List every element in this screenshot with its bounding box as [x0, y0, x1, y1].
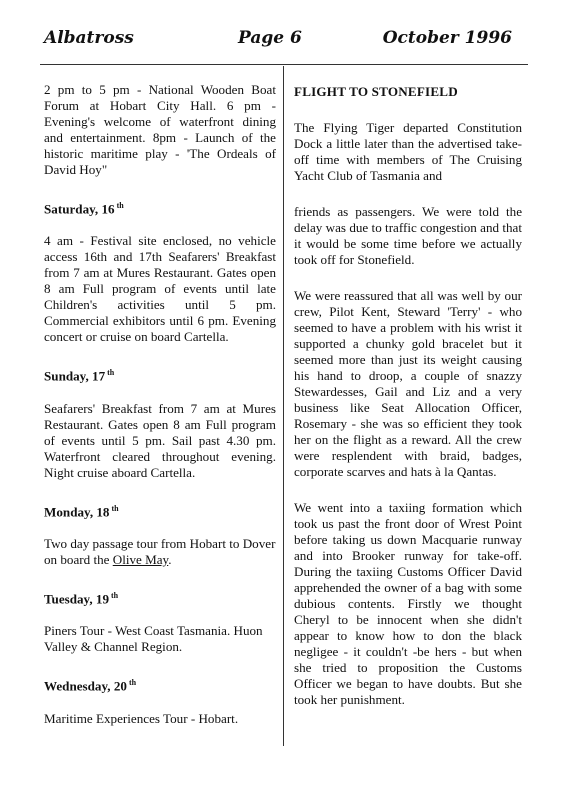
tuesday-text: Piners Tour - West Coast Tasmania. Huon Valley & Channel Region.: [44, 623, 263, 655]
monday-heading: [44, 501, 276, 520]
right-column: [294, 84, 522, 726]
sunday-heading-sup: th: [107, 368, 115, 378]
monday-heading-text: Monday, 18: [44, 504, 110, 520]
page-number: Page 6: [238, 28, 302, 48]
saturday-heading-sup: th: [116, 201, 124, 210]
tuesday-heading-sup: th: [111, 591, 119, 601]
saturday-heading: [44, 198, 276, 217]
header-rule: [40, 64, 528, 65]
article-title: FLIGHT TO STONEFIELD: [294, 84, 458, 99]
tuesday-heading: [44, 588, 276, 607]
sunday-heading: [44, 365, 276, 384]
wednesday-text: Maritime Experiences Tour - Hobart.: [44, 710, 239, 726]
monday-text-after: .: [168, 552, 172, 568]
article-paragraph-4: We went into a taxiing formation which took us past the front door of Wrest Point before taking us down Macquarie runway and into Brooker runway for take-off. During the taxiing Customs Officer David apprehended the owner of a bag with some dubious contents. Firstly we thought Cheryl to be innocent when she didn't appear to know how to don the black negligee - it couldn't -be hers - but when she tried to proposition the Customs Officer we began to have doubts. But she took her punishment.: [294, 500, 522, 707]
article-paragraph-2: friends as passengers. We were told the delay was due to traffic congestion and that it would be some time before we actually took off for Stonefield.: [294, 204, 522, 267]
wednesday-heading: [44, 675, 276, 694]
page-header: [44, 28, 512, 54]
wednesday-heading-text: Wednesday, 20: [44, 678, 127, 694]
column-divider: [283, 66, 284, 746]
newsletter-title: Albatross: [44, 28, 134, 48]
boat-name: Olive May: [112, 552, 169, 568]
article-paragraph-3: We were reassured that all was well by our crew, Pilot Kent, Steward 'Terry' - who seemed to have a problem with his wrist it supported a chunky gold bracelet but it seemed more than just its weight causing his hand to droop, a couple of snazzy Stewardesses, Gail and Liz and a very business like Seat Allocation Officer, Rosemary - she was so efficient they took her on the flight as a reward. All the crew were resplendent with braid, badges, corporate scarves and hats à la Qantas.: [294, 288, 522, 479]
wednesday-heading-sup: th: [128, 678, 137, 688]
intro-paragraph: 2 pm to 5 pm - National Wooden Boat Forum at Hobart City Hall. 6 pm - Evening's welcome of waterfront dining and entertainment. 8pm - Launch of the historic maritime play - 'The Ordeals of David Hoy": [44, 82, 276, 177]
monday-text: [44, 536, 276, 568]
sunday-heading-text: Sunday, 17: [44, 368, 106, 384]
article-paragraph-1: The Flying Tiger departed Constitution Dock a little later than the advertised take-off time with members of The Cruising Yacht Club of Tasmania and: [294, 120, 522, 183]
saturday-heading-text: Saturday, 16: [44, 201, 115, 217]
issue-date: October 1996: [382, 28, 512, 48]
saturday-text: 4 am - Festival site enclosed, no vehicle access 16th and 17th Seafarers' Breakfast from 7 am at Mures Restaurant. Gates open 8 am Full program of events until late Children's activities until 5 pm. Commercial exhibitors until 6 pm. Evening concert or cruise on board Cartella.: [44, 233, 276, 345]
monday-heading-sup: th: [111, 503, 119, 513]
sunday-text: Seafarers' Breakfast from 7 am at Mures Restaurant. Gates open 8 am Full program of events until 5 pm. Sail past 4.30 pm. Waterfront cleared throughout evening. Night cruise aboard Cartella.: [44, 400, 276, 480]
tuesday-heading-text: Tuesday, 19: [44, 591, 110, 607]
left-column: [44, 82, 276, 745]
monday-text-before: Two day passage tour from Hobart to Dover on board the: [44, 536, 276, 568]
